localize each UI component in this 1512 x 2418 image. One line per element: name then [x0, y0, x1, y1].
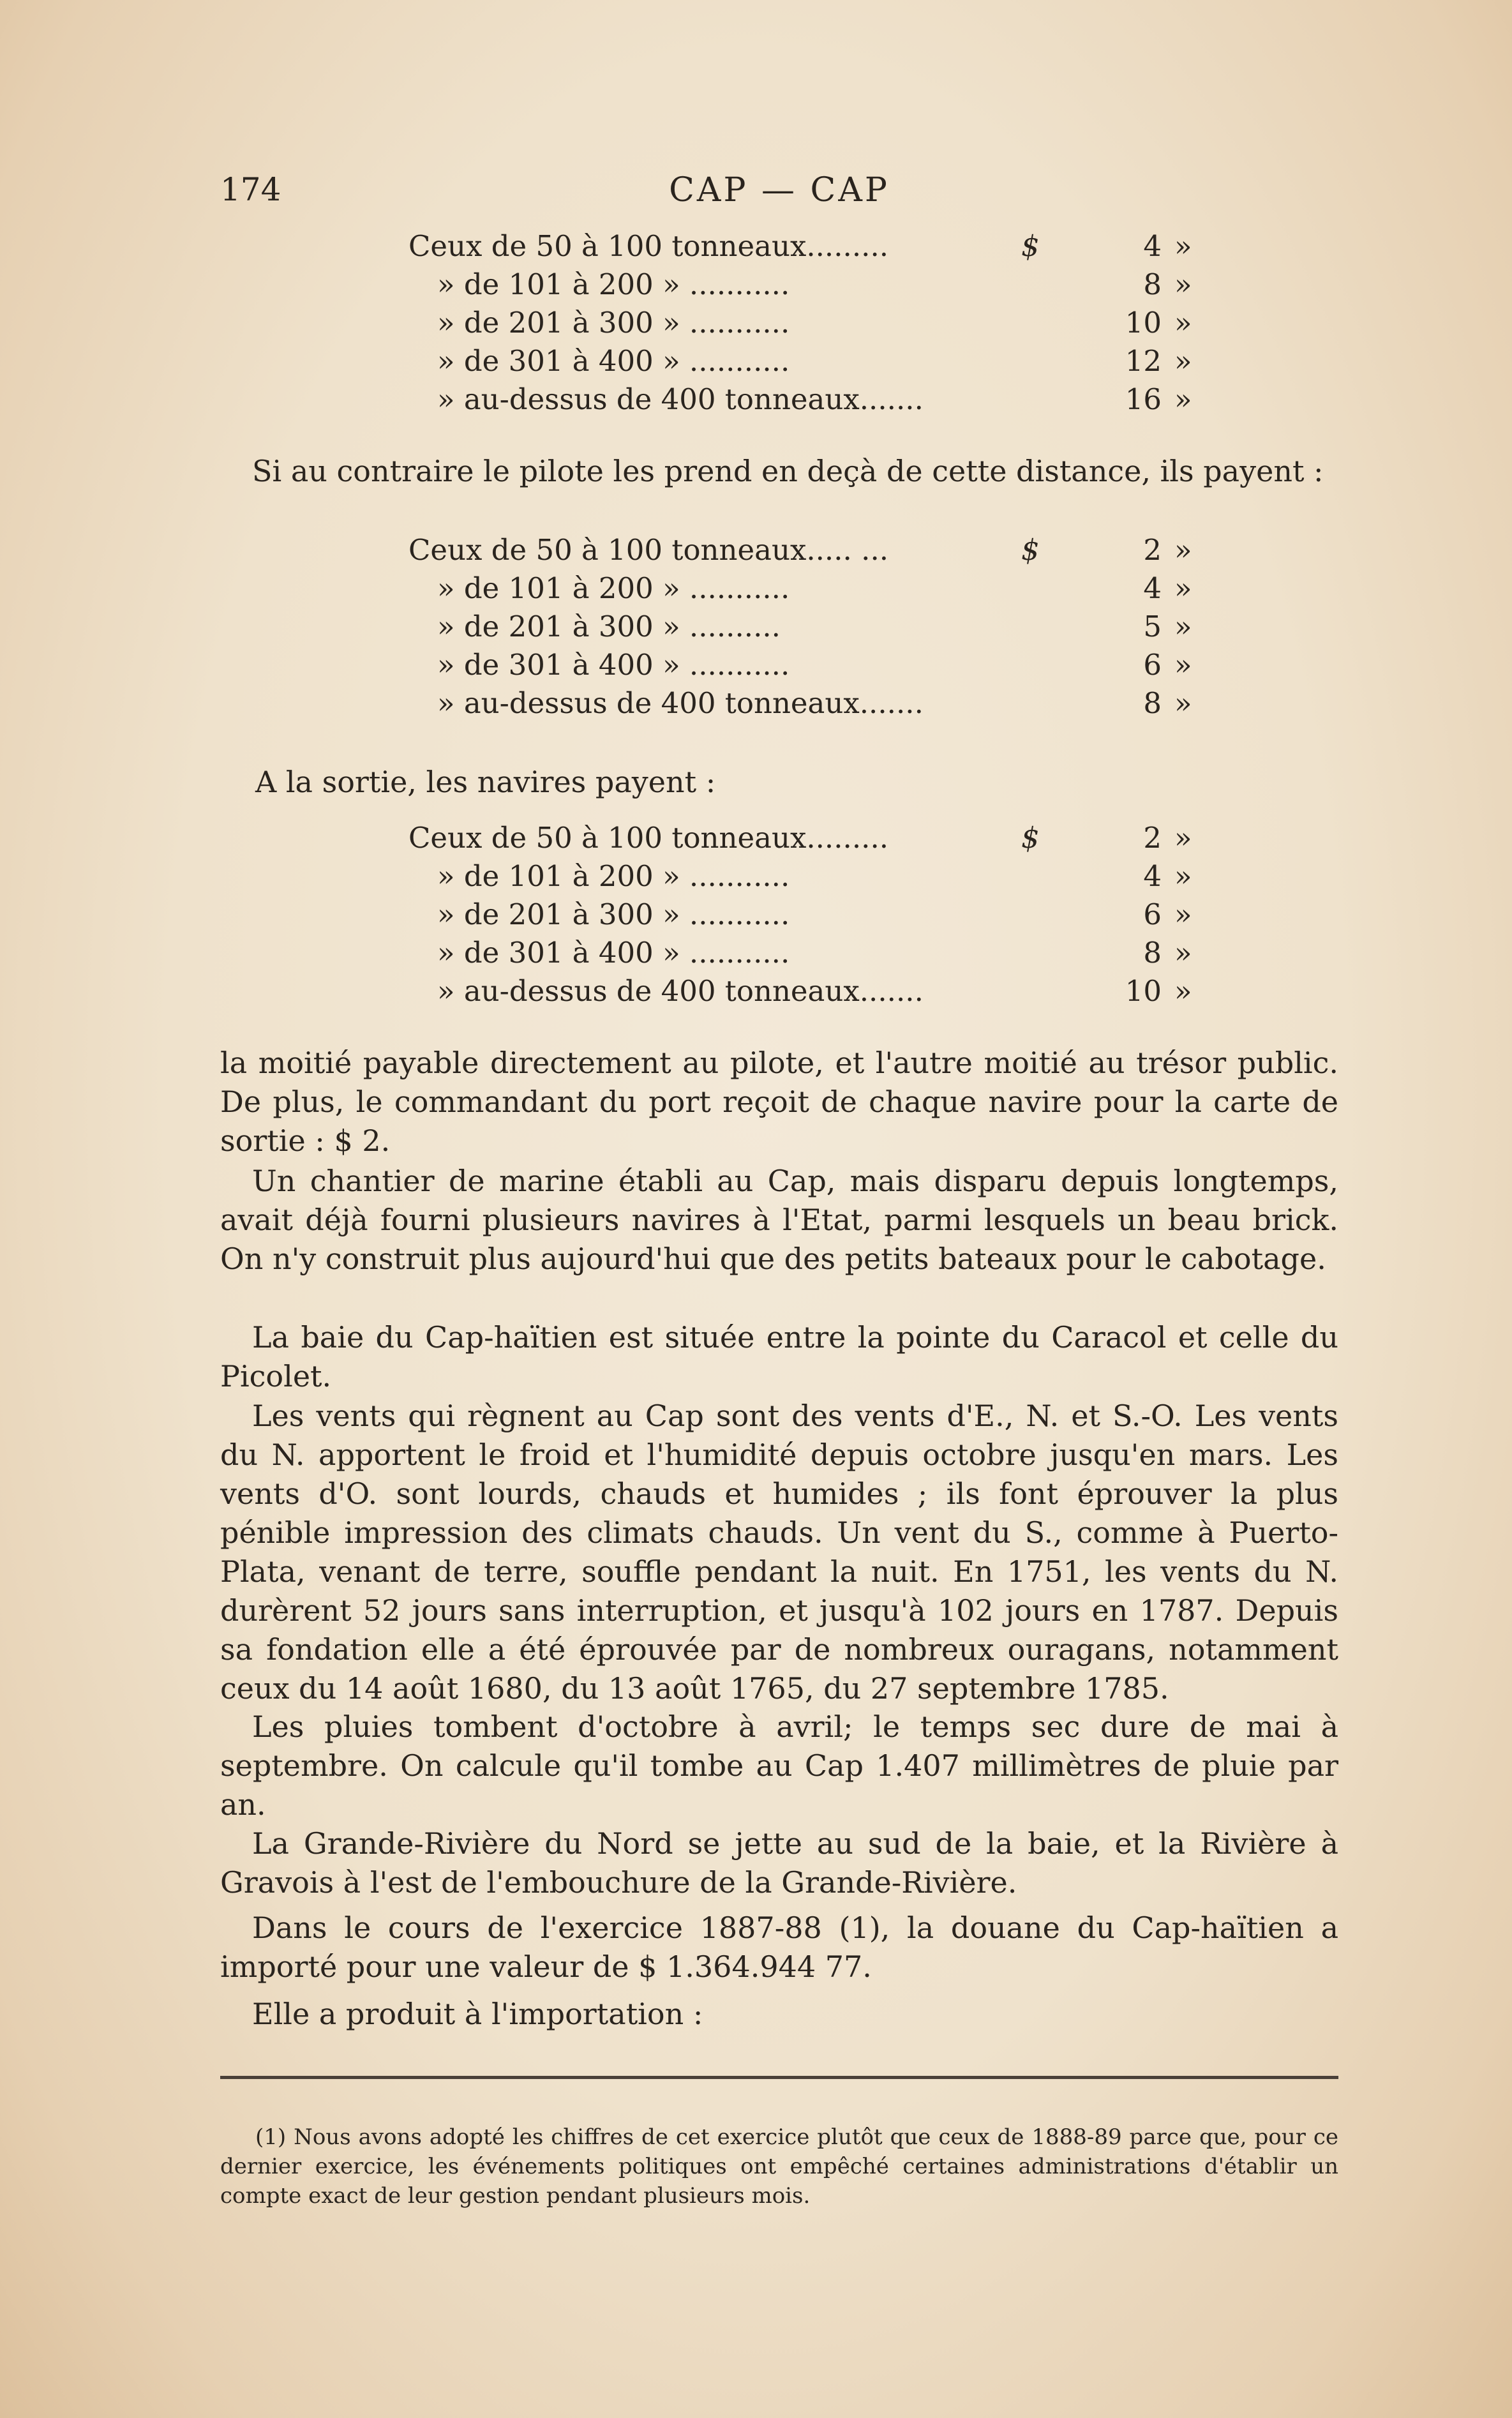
paragraph-bay: La baie du Cap-haïtien est située entre la pointe du Caracol et celle du Picolet. — [220, 1320, 1338, 1393]
running-head — [220, 171, 1338, 216]
tariff-row: » de 201 à 300 » ........... 10 » — [437, 306, 1192, 340]
dollar-sign: $ — [1021, 229, 1040, 263]
tariff-row: » de 301 à 400 » ........... 12 » — [437, 344, 1192, 378]
paragraph-rivers: La Grande-Rivière du Nord se jette au sud de la baie, et la Rivière à Gravois à l'est de l'embouchure de la Grande-Rivière. — [220, 1826, 1338, 1900]
tariff-row: Ceux de 50 à 100 tonneaux......... $ 2 » — [408, 819, 1232, 857]
tariff-row: » de 201 à 300 » ........... 6 » — [437, 897, 1192, 931]
tariff-row: » de 101 à 200 » ........... 8 » — [437, 267, 1192, 301]
paragraph-exit: A la sortie, les navires payent : — [255, 765, 716, 799]
tariff-row: » de 301 à 400 » ........... 6 » — [437, 648, 1192, 682]
tariff-row: » au-dessus de 400 tonneaux....... 16 » — [437, 382, 1192, 416]
paragraph-winds: Les vents qui règnent au Cap sont des vents d'E., N. et S.-O. Les vents du N. apportent le froid et l'humidité depuis octobre jusqu'en mars. Les vents d'O. sont lourds, chauds et humides ; ils font éprouver la plus pénible impression des climats chauds. Un vent du S., comme à Puerto-Plata, venant de terre, souffle pendant la nuit. En 1751, les vents du N. durèrent 52 jours sans interruption, et jusqu'à 102 jours en 1787. Depuis sa fondation elle a été éprouvée par de nombreux ouragans, notamment ceux du 14 août 1680, du 13 août 1765, du 27 septembre 1785. — [220, 1399, 1338, 1706]
tariff-table-exit — [408, 819, 1232, 1010]
tariff-row: » de 101 à 200 » ........... 4 » — [437, 571, 1192, 605]
running-title: CAP — CAP — [669, 171, 890, 209]
tariff-row: » de 201 à 300 » .......... 5 » — [437, 610, 1192, 643]
footnote: (1) Nous avons adopté les chiffres de cet exercice plutôt que ceux de 1888-89 parce que, pour ce dernier exercice, les événements politiques ont empêché certaines administrations d'établir un compte exact de leur gestion pendant plusieurs mois. — [220, 2124, 1338, 2209]
tariff-row: » au-dessus de 400 tonneaux....... 8 » — [437, 686, 1192, 720]
tariff-row: » au-dessus de 400 tonneaux....... 10 » — [437, 974, 1192, 1008]
page-number: 174 — [220, 171, 281, 208]
paragraph-import: Elle a produit à l'importation : — [252, 1997, 703, 2031]
tariff-row: » de 101 à 200 » ........... 4 » — [437, 859, 1192, 893]
paragraph-rain: Les pluies tombent d'octobre à avril; le temps sec dure de mai à septembre. On calcule qu'il tombe au Cap 1.407 millimètres de pluie par an. — [220, 1709, 1338, 1822]
tariff-row: Ceux de 50 à 100 tonneaux..... ... $ 2 » — [408, 531, 1232, 569]
dollar-sign: $ — [1021, 533, 1040, 567]
paragraph-contrary: Si au contraire le pilote les prend en deçà de cette distance, ils payent : — [252, 454, 1324, 488]
tariff-table-within — [408, 531, 1232, 723]
tariff-table-beyond — [408, 227, 1232, 419]
tariff-row: Ceux de 50 à 100 tonneaux......... $ 4 » — [408, 227, 1232, 266]
footnote-divider — [220, 2076, 1338, 2079]
paragraph-customs: Dans le cours de l'exercice 1887-88 (1), la douane du Cap-haïtien a importé pour une valeur de $ 1.364.944 77. — [220, 1911, 1338, 1984]
tariff-row: » de 301 à 400 » ........... 8 » — [437, 936, 1192, 970]
dollar-sign: $ — [1021, 821, 1040, 855]
paragraph-shipyard: Un chantier de marine établi au Cap, mais disparu depuis longtemps, avait déjà fourni plusieurs navires à l'Etat, parmi lesquels un beau brick. On n'y construit plus aujourd'hui que des petits bateaux pour le cabotage. — [220, 1164, 1338, 1276]
paragraph-half-payable: la moitié payable directement au pilote, et l'autre moitié au trésor public. De plus, le commandant du port reçoit de chaque navire pour la carte de sortie : $ 2. — [220, 1046, 1338, 1158]
